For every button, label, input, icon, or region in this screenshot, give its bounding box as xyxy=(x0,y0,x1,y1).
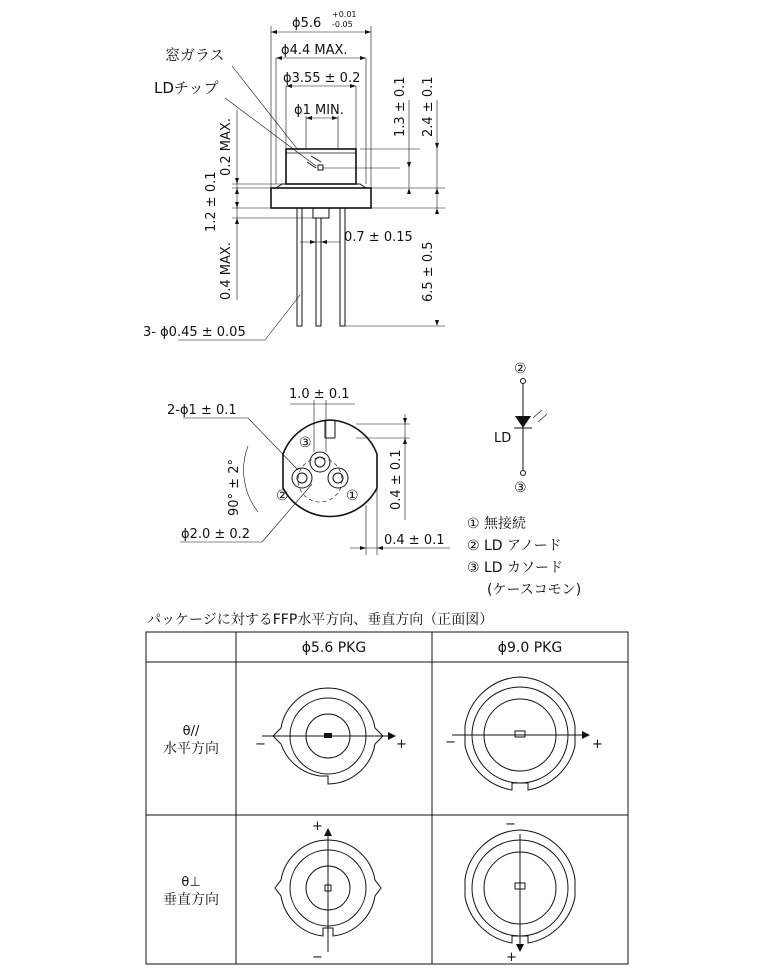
col-header-56: ϕ5.6 PKG xyxy=(301,640,367,656)
dim-d04b: 0.4 ± 0.1 xyxy=(384,533,445,548)
cell3-plus: + xyxy=(312,819,323,834)
cell2-minus: − xyxy=(445,735,456,750)
legend-item-3: ③ LD カソード xyxy=(467,560,564,576)
dim-h02max: 0.2 MAX. xyxy=(219,118,234,176)
dim-d10: 1.0 ± 0.1 xyxy=(289,387,350,402)
circuit-pin-bottom: ③ xyxy=(514,480,527,496)
dim-h13: 1.3 ± 0.1 xyxy=(393,76,408,137)
legend-item-2: ② LD アノード xyxy=(467,538,562,554)
dim-angle: 90° ± 2° xyxy=(227,459,242,516)
pin-legend xyxy=(467,515,581,598)
dim-holes: 2-ϕ1 ± 0.1 xyxy=(167,403,237,418)
label-ld-chip: LDチップ xyxy=(154,79,219,97)
legend-item-3-sub: (ケースコモン) xyxy=(487,582,582,598)
pin1-label: ① xyxy=(346,488,359,504)
cell-56-horizontal xyxy=(255,688,407,784)
dim-d44: ϕ4.4 MAX. xyxy=(281,43,348,58)
pcd-circle xyxy=(298,458,342,502)
dim-d1min: ϕ1 MIN. xyxy=(294,103,344,118)
cell-90-vertical xyxy=(465,817,575,965)
ld-chip xyxy=(318,165,323,170)
dim-d04a: 0.4 ± 0.1 xyxy=(389,449,404,510)
dim-pins: 3- ϕ0.45 ± 0.05 xyxy=(143,325,246,340)
col-header-90: ϕ9.0 PKG xyxy=(497,640,563,656)
cell3-minus: − xyxy=(312,950,323,965)
dim-h04max: 0.4 MAX. xyxy=(219,242,234,300)
pin-left xyxy=(297,208,302,326)
cell4-plus: + xyxy=(506,950,517,965)
side-view xyxy=(143,10,445,340)
cell4-minus: − xyxy=(505,817,516,832)
circuit-ld: LD xyxy=(494,431,512,446)
pin-center xyxy=(316,218,321,326)
pin3-label: ③ xyxy=(299,435,312,451)
dim-h65: 6.5 ± 0.5 xyxy=(421,241,436,302)
dim-d355: ϕ3.55 ± 0.2 xyxy=(283,71,361,86)
cell1-minus: − xyxy=(255,737,266,752)
pin3-outer xyxy=(310,452,330,472)
diode-triangle xyxy=(515,416,531,428)
pin2-outer xyxy=(292,468,312,488)
legend-item-1: ① 無接続 xyxy=(467,516,527,532)
cell-56-vertical xyxy=(275,819,381,965)
cell2-plus: + xyxy=(592,737,603,752)
row2-label: 垂直方向 xyxy=(163,892,219,908)
pin2-label: ② xyxy=(276,488,289,504)
pin-right xyxy=(340,208,345,326)
flange xyxy=(271,188,371,208)
dim-d20: ϕ2.0 ± 0.2 xyxy=(181,527,251,542)
row1-symbol: θ// xyxy=(182,724,200,739)
flange-outline xyxy=(283,420,377,517)
cell1-plus: + xyxy=(396,737,407,752)
ffp-table xyxy=(146,611,628,965)
row1-label: 水平方向 xyxy=(163,741,219,757)
ld-circuit-symbol xyxy=(494,361,547,496)
cap-body xyxy=(286,149,356,184)
dim-w07: 0.7 ± 0.15 xyxy=(344,230,413,245)
pin1-outer xyxy=(328,468,348,488)
label-window-glass: 窓ガラス xyxy=(165,46,225,64)
dim-d56-tol-minus: -0.05 xyxy=(332,20,353,29)
table-title: パッケージに対するFFP水平方向、垂直方向（正面図） xyxy=(147,612,494,628)
dim-d56: ϕ5.6 xyxy=(292,16,322,31)
circuit-pin-top: ② xyxy=(514,361,527,377)
dim-d56-tol-plus: +0.01 xyxy=(332,10,357,19)
dim-h24: 2.4 ± 0.1 xyxy=(421,76,436,137)
row2-symbol: θ⊥ xyxy=(181,875,201,890)
cell-90-horizontal xyxy=(445,677,603,790)
bottom-view xyxy=(167,387,450,555)
table-frame xyxy=(146,632,628,964)
dim-h12: 1.2 ± 0.1 xyxy=(204,171,219,232)
